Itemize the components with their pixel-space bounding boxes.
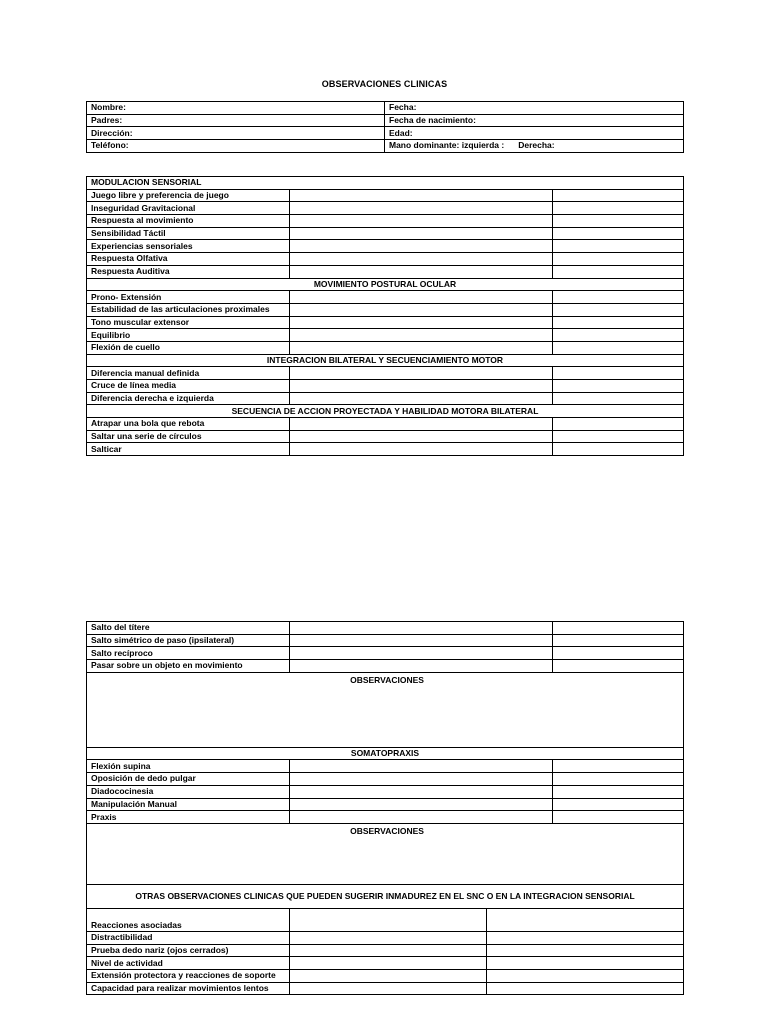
answer-cell[interactable] bbox=[290, 798, 553, 811]
observations-row bbox=[87, 823, 684, 884]
table-row bbox=[87, 660, 684, 673]
item-label: Praxis bbox=[87, 811, 290, 824]
table-row bbox=[87, 329, 684, 342]
table-row bbox=[87, 265, 684, 278]
answer-cell[interactable] bbox=[553, 303, 684, 316]
table-row bbox=[87, 418, 684, 431]
answer-cell[interactable] bbox=[290, 970, 487, 983]
item-label: Respuesta Olfativa bbox=[87, 253, 290, 266]
item-label: Salticar bbox=[87, 443, 290, 456]
answer-cell[interactable] bbox=[290, 944, 487, 957]
answer-cell[interactable] bbox=[290, 909, 487, 932]
answer-cell[interactable] bbox=[553, 634, 684, 647]
answer-cell[interactable] bbox=[290, 785, 553, 798]
answer-cell[interactable] bbox=[553, 760, 684, 773]
table-row bbox=[87, 634, 684, 647]
table-row bbox=[87, 982, 684, 995]
mano-dominante-label: Mano dominante: izquierda : bbox=[389, 140, 505, 151]
answer-cell[interactable] bbox=[553, 291, 684, 304]
answer-cell[interactable] bbox=[553, 443, 684, 456]
section-header: MOVIMIENTO POSTURAL OCULAR bbox=[87, 278, 684, 291]
answer-cell[interactable] bbox=[290, 329, 553, 342]
answer-cell[interactable] bbox=[290, 341, 553, 354]
fecha-field[interactable]: Fecha: bbox=[385, 102, 684, 115]
answer-cell[interactable] bbox=[290, 647, 553, 660]
item-label: Atrapar una bola que rebota bbox=[87, 418, 290, 431]
table-row bbox=[87, 811, 684, 824]
section-header-row bbox=[87, 747, 684, 760]
item-label: Prono- Extensión bbox=[87, 291, 290, 304]
table-row bbox=[87, 140, 684, 153]
answer-cell[interactable] bbox=[290, 634, 553, 647]
item-label: Saltar una serie de círculos bbox=[87, 430, 290, 443]
table-row bbox=[87, 970, 684, 983]
section-header: MODULACION SENSORIAL bbox=[87, 177, 684, 190]
item-label: Diferencia manual definida bbox=[87, 367, 290, 380]
answer-cell[interactable] bbox=[290, 291, 553, 304]
telefono-field[interactable]: Teléfono: bbox=[87, 140, 385, 153]
answer-cell[interactable] bbox=[290, 418, 553, 431]
direccion-field[interactable]: Dirección: bbox=[87, 127, 385, 140]
item-label: Salto recíproco bbox=[87, 647, 290, 660]
answer-cell[interactable] bbox=[290, 227, 553, 240]
observations-box[interactable] bbox=[87, 823, 684, 884]
section-header-row bbox=[87, 885, 684, 909]
table-row bbox=[87, 760, 684, 773]
answer-cell[interactable] bbox=[553, 227, 684, 240]
evaluation-table-2 bbox=[86, 621, 684, 885]
table-row bbox=[87, 944, 684, 957]
item-label: Oposición de dedo pulgar bbox=[87, 773, 290, 786]
answer-cell[interactable] bbox=[290, 773, 553, 786]
table-row bbox=[87, 367, 684, 380]
mano-dominante-field[interactable] bbox=[385, 140, 684, 153]
answer-cell[interactable] bbox=[290, 392, 553, 405]
observations-label: OBSERVACIONES bbox=[350, 674, 424, 685]
answer-cell[interactable] bbox=[290, 367, 553, 380]
answer-cell[interactable] bbox=[487, 944, 684, 957]
answer-cell[interactable] bbox=[553, 202, 684, 215]
fecha-nacimiento-field[interactable]: Fecha de nacimiento: bbox=[385, 114, 684, 127]
item-label: Respuesta Auditiva bbox=[87, 265, 290, 278]
answer-cell[interactable] bbox=[290, 957, 487, 970]
answer-cell[interactable] bbox=[290, 811, 553, 824]
other-observations-table bbox=[86, 884, 684, 995]
table-row bbox=[87, 240, 684, 253]
answer-cell[interactable] bbox=[553, 215, 684, 228]
answer-cell[interactable] bbox=[553, 660, 684, 673]
item-label: Estabilidad de las articulaciones proximales bbox=[87, 303, 290, 316]
answer-cell[interactable] bbox=[290, 202, 553, 215]
table-row bbox=[87, 189, 684, 202]
item-label: Equilibrio bbox=[87, 329, 290, 342]
item-label: Flexión de cuello bbox=[87, 341, 290, 354]
answer-cell[interactable] bbox=[553, 367, 684, 380]
answer-cell[interactable] bbox=[290, 240, 553, 253]
answer-cell[interactable] bbox=[487, 957, 684, 970]
item-label: Inseguridad Gravitacional bbox=[87, 202, 290, 215]
item-label: Flexión supina bbox=[87, 760, 290, 773]
table-row bbox=[87, 202, 684, 215]
section-header: INTEGRACION BILATERAL Y SECUENCIAMIENTO MOTOR bbox=[87, 354, 684, 367]
answer-cell[interactable] bbox=[487, 932, 684, 945]
item-label: Experiencias sensoriales bbox=[87, 240, 290, 253]
item-label: Reacciones asociadas bbox=[87, 909, 290, 932]
table-row bbox=[87, 785, 684, 798]
answer-cell[interactable] bbox=[553, 316, 684, 329]
table-row bbox=[87, 227, 684, 240]
answer-cell[interactable] bbox=[290, 303, 553, 316]
section-header-row bbox=[87, 278, 684, 291]
answer-cell[interactable] bbox=[553, 189, 684, 202]
answer-cell[interactable] bbox=[290, 380, 553, 393]
item-label: Sensibilidad Táctil bbox=[87, 227, 290, 240]
table-row bbox=[87, 215, 684, 228]
item-label: Pasar sobre un objeto en movimiento bbox=[87, 660, 290, 673]
answer-cell[interactable] bbox=[290, 215, 553, 228]
item-label: Prueba dedo nariz (ojos cerrados) bbox=[87, 944, 290, 957]
answer-cell[interactable] bbox=[290, 189, 553, 202]
answer-cell[interactable] bbox=[553, 785, 684, 798]
section-header-row bbox=[87, 405, 684, 418]
personal-info-table bbox=[86, 101, 684, 153]
derecha-label: Derecha: bbox=[518, 140, 555, 151]
answer-cell[interactable] bbox=[290, 622, 553, 635]
answer-cell[interactable] bbox=[290, 265, 553, 278]
answer-cell[interactable] bbox=[290, 660, 553, 673]
edad-field[interactable]: Edad: bbox=[385, 127, 684, 140]
item-label: Diadococinesia bbox=[87, 785, 290, 798]
item-label: Diferencia derecha e izquierda bbox=[87, 392, 290, 405]
observations-label: OBSERVACIONES bbox=[350, 825, 424, 836]
answer-cell[interactable] bbox=[553, 240, 684, 253]
item-label: Nivel de actividad bbox=[87, 957, 290, 970]
observations-box[interactable] bbox=[87, 672, 684, 747]
table-row bbox=[87, 932, 684, 945]
answer-cell[interactable] bbox=[553, 341, 684, 354]
observations-row bbox=[87, 672, 684, 747]
item-label: Cruce de línea media bbox=[87, 380, 290, 393]
table-row bbox=[87, 380, 684, 393]
table-row bbox=[87, 341, 684, 354]
answer-cell[interactable] bbox=[553, 380, 684, 393]
item-label: Distractibilidad bbox=[87, 932, 290, 945]
answer-cell[interactable] bbox=[553, 798, 684, 811]
answer-cell[interactable] bbox=[553, 265, 684, 278]
table-row bbox=[87, 622, 684, 635]
item-label: Respuesta al movimiento bbox=[87, 215, 290, 228]
section-header-row bbox=[87, 177, 684, 190]
section-header-row bbox=[87, 354, 684, 367]
answer-cell[interactable] bbox=[290, 932, 487, 945]
answer-cell[interactable] bbox=[553, 647, 684, 660]
answer-cell[interactable] bbox=[553, 773, 684, 786]
item-label: Salto del títere bbox=[87, 622, 290, 635]
section-header: SECUENCIA DE ACCION PROYECTADA Y HABILIDAD MOTORA BILATERAL bbox=[87, 405, 684, 418]
table-row bbox=[87, 957, 684, 970]
table-row bbox=[87, 647, 684, 660]
table-row bbox=[87, 392, 684, 405]
answer-cell[interactable] bbox=[553, 811, 684, 824]
table-row bbox=[87, 443, 684, 456]
table-row bbox=[87, 253, 684, 266]
item-label: Capacidad para realizar movimientos lentos bbox=[87, 982, 290, 995]
nombre-field[interactable]: Nombre: bbox=[87, 102, 385, 115]
answer-cell[interactable] bbox=[553, 329, 684, 342]
answer-cell[interactable] bbox=[290, 430, 553, 443]
item-label: Manipulación Manual bbox=[87, 798, 290, 811]
table-row bbox=[87, 127, 684, 140]
answer-cell[interactable] bbox=[487, 909, 684, 932]
answer-cell[interactable] bbox=[553, 622, 684, 635]
table-row bbox=[87, 773, 684, 786]
table-row bbox=[87, 114, 684, 127]
evaluation-table-1 bbox=[86, 176, 684, 456]
table-row bbox=[87, 102, 684, 115]
table-row bbox=[87, 303, 684, 316]
answer-cell[interactable] bbox=[290, 982, 487, 995]
item-label: Tono muscular extensor bbox=[87, 316, 290, 329]
answer-cell[interactable] bbox=[487, 982, 684, 995]
table-row bbox=[87, 909, 684, 932]
section-header: OTRAS OBSERVACIONES CLINICAS QUE PUEDEN SUGERIR INMADUREZ EN EL SNC O EN LA INTEGRACION SENSORIAL bbox=[87, 885, 684, 909]
item-label: Juego libre y preferencia de juego bbox=[87, 189, 290, 202]
answer-cell[interactable] bbox=[487, 970, 684, 983]
padres-field[interactable]: Padres: bbox=[87, 114, 385, 127]
page-title: OBSERVACIONES CLINICAS bbox=[321, 79, 448, 89]
item-label: Salto simétrico de paso (ipsilateral) bbox=[87, 634, 290, 647]
answer-cell[interactable] bbox=[553, 253, 684, 266]
answer-cell[interactable] bbox=[553, 430, 684, 443]
answer-cell[interactable] bbox=[290, 443, 553, 456]
answer-cell[interactable] bbox=[290, 253, 553, 266]
section-header: SOMATOPRAXIS bbox=[87, 747, 684, 760]
table-row bbox=[87, 798, 684, 811]
answer-cell[interactable] bbox=[290, 316, 553, 329]
table-row bbox=[87, 291, 684, 304]
table-row bbox=[87, 430, 684, 443]
answer-cell[interactable] bbox=[290, 760, 553, 773]
answer-cell[interactable] bbox=[553, 392, 684, 405]
item-label: Extensión protectora y reacciones de soporte bbox=[87, 970, 290, 983]
answer-cell[interactable] bbox=[553, 418, 684, 431]
table-row bbox=[87, 316, 684, 329]
